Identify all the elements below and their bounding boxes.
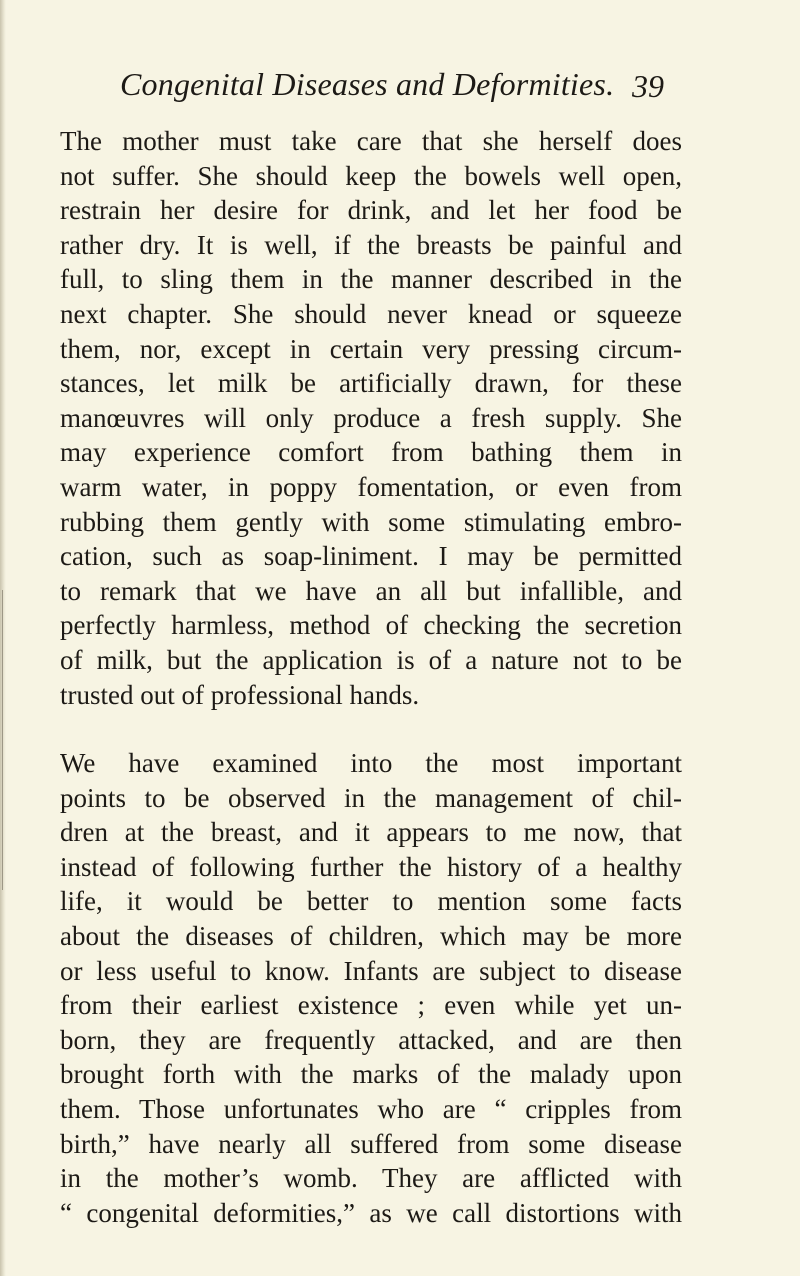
text-line: next chapter. She should never knead or squeeze [60,298,682,329]
text-line: of milk, but the application is of a nature not to be [60,644,682,675]
text-line: life, it would be better to mention some facts [60,886,682,917]
paragraph-gap [60,712,682,746]
text-line: We have examined into the most important [60,748,682,779]
text-line: restrain her desire for drink, and let her food be [60,195,682,226]
paragraph-1 [60,124,682,712]
text-line: to remark that we have an all but infallible, and [60,575,682,606]
text-line: cation, such as soap-liniment. I may be permitted [60,541,682,572]
text-line: birth,” have nearly all suffered from some disease [60,1128,682,1159]
page-binding-edge [0,0,6,1276]
text-line: stances, let milk be artificially drawn, for these [60,368,682,399]
text-line: rubbing them gently with some stimulating embro- [60,506,682,537]
text-line: instead of following further the history of a healthy [60,851,682,882]
text-line: The mother must take care that she herself does [60,126,682,156]
text-line: about the diseases of children, which may be more [60,921,682,952]
paragraph-2 [60,746,682,1230]
text-line: “ congenital deformities,” as we call distortions with [60,1197,682,1228]
text-line: warm water, in poppy fomentation, or even from [60,471,682,502]
text-line: from their earliest existence ; even while yet un- [60,990,682,1021]
text-line: them. Those unfortunates who are “ cripples from [60,1094,682,1125]
body-text [60,124,682,1230]
page-edge-shadow [2,590,3,890]
text-line: or less useful to know. Infants are subject to disease [60,955,682,986]
text-line: rather dry. It is well, if the breasts be painful and [60,229,682,260]
page-number: 39 [632,68,664,104]
text-line: not suffer. She should keep the bowels well open, [60,160,682,191]
text-line: manœuvres will only produce a fresh supply. She [60,402,682,433]
text-line: may experience comfort from bathing them in [60,437,682,468]
running-title: Congenital Diseases and Deformities. [120,66,615,102]
text-line: perfectly harmless, method of checking the secretion [60,610,682,641]
text-line: full, to sling them in the manner described in the [60,264,682,295]
text-line: them, nor, except in certain very pressing circum- [60,333,682,364]
text-line: brought forth with the marks of the malady upon [60,1059,682,1090]
text-line: in the mother’s womb. They are afflicted with [60,1163,682,1194]
text-line: dren at the breast, and it appears to me now, that [60,817,682,848]
text-line: born, they are frequently attacked, and are then [60,1024,682,1055]
text-line: trusted out of professional hands. [60,679,420,710]
text-line: points to be observed in the management of chil- [60,782,682,813]
running-head [0,62,800,112]
